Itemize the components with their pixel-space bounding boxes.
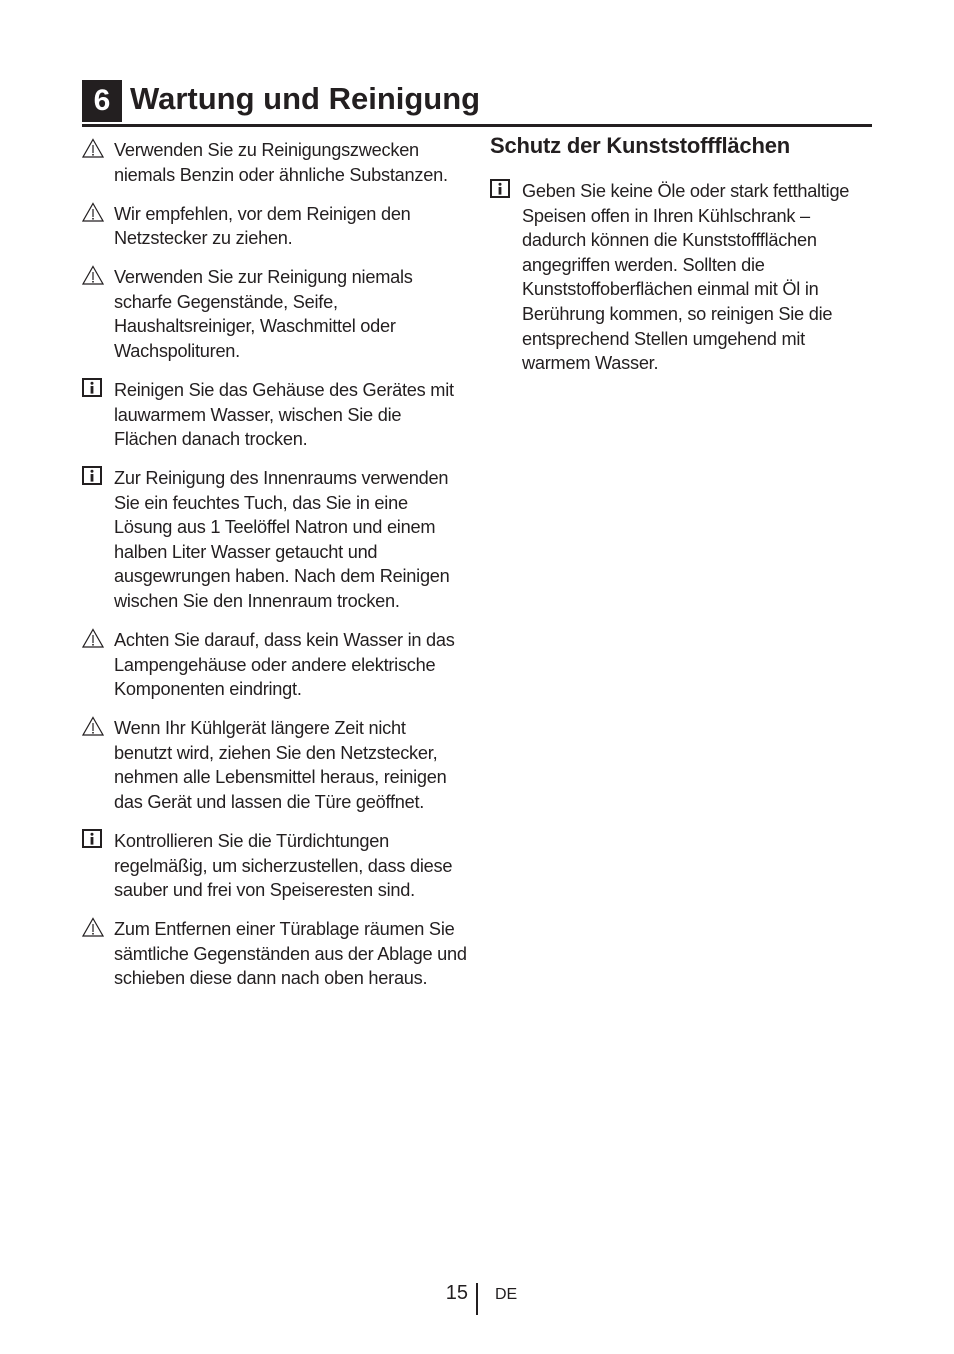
page-title: Wartung und Reinigung (130, 81, 481, 116)
item-text: Wenn Ihr Kühlgerät längere Zeit nicht benutzt wird, ziehen Sie den Netzstecker, nehmen alle Lebensmittel heraus, reinigen das Gerät und lassen die Türe geöffnet. (114, 718, 447, 812)
warning-icon (82, 917, 104, 937)
list-item (82, 466, 467, 614)
info-icon (82, 466, 104, 486)
item-text: Zur Reinigung des Innenraums verwenden Sie ein feuchtes Tuch, das Sie in eine Lösung aus 1 Teelöffel Natron und einem halben Liter Wasser getaucht und ausgewrungen haben. Nach dem Reinigen wischen Sie den Innenraum trocken. (114, 468, 450, 612)
right-column (490, 131, 875, 390)
item-text: Verwenden Sie zur Reinigung niemals scharfe Gegenstände, Seife, Haushaltsreiniger, Waschmittel oder Wachspolituren. (114, 267, 413, 361)
chapter-number: 6 (82, 80, 122, 122)
warning-icon (82, 628, 104, 648)
item-text: Kontrollieren Sie die Türdichtungen regelmäßig, um sicherzustellen, dass diese sauber und frei von Speiseresten sind. (114, 830, 453, 901)
info-icon (82, 829, 104, 849)
warning-icon (82, 202, 104, 222)
item-text: Achten Sie darauf, dass kein Wasser in das Lampengehäuse oder andere elektrische Komponenten eindringt. (114, 630, 455, 700)
warning-icon (82, 716, 104, 736)
list-item (490, 179, 875, 376)
item-text: Zum Entfernen einer Türablage räumen Sie sämtliche Gegenständen aus der Ablage und schieben diese dann nach oben heraus. (114, 919, 467, 989)
list-item (82, 202, 467, 251)
warning-icon (82, 138, 104, 158)
item-text: Reinigen Sie das Gehäuse des Gerätes mit lauwarmem Wasser, wischen Sie die Flächen danach trocken. (114, 379, 454, 450)
info-icon (82, 378, 104, 398)
item-text: Wir empfehlen, vor dem Reinigen den Netzstecker zu ziehen. (114, 203, 411, 249)
left-column (82, 138, 467, 1005)
section-subtitle: Schutz der Kunststoffflächen (490, 133, 790, 158)
language-code: DE (495, 1286, 518, 1303)
list-item (82, 265, 467, 363)
list-item (82, 378, 467, 452)
item-text: Geben Sie keine Öle oder stark fetthaltige Speisen offen in Ihren Kühlschrank – dadurch können die Kunststoffflächen angegriffen werden. Sollten die Kunststoffoberflächen einmal mit Öl in Berührung kommen, so reinigen Sie die entsprechend Stellen umgehend mit warmem Wasser. (522, 181, 850, 374)
list-item (82, 628, 467, 702)
info-icon (490, 179, 512, 199)
list-item (82, 829, 467, 903)
warning-icon (82, 265, 104, 285)
page-number: 15 (445, 1282, 468, 1304)
chapter-header (82, 78, 872, 127)
item-text: Verwenden Sie zu Reinigungszwecken niemals Benzin oder ähnliche Substanzen. (114, 140, 448, 185)
footer-divider (476, 1283, 478, 1315)
list-item (82, 917, 467, 991)
list-item (82, 138, 467, 187)
list-item (82, 716, 467, 814)
